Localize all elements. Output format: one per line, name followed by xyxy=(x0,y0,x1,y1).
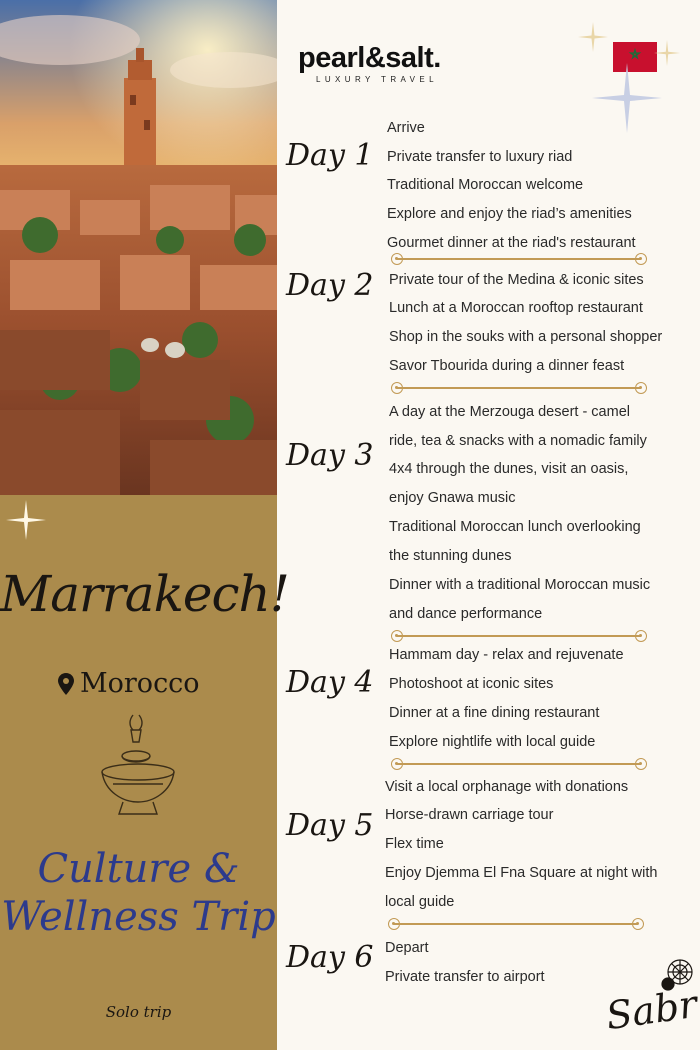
day-3-item: enjoy Gnawa music xyxy=(389,490,516,506)
day-1-item: Private transfer to luxury riad xyxy=(387,149,573,165)
day-2-item: Lunch at a Moroccan rooftop restaurant xyxy=(389,300,643,316)
day-4-item: Explore nightlife with local guide xyxy=(389,734,596,750)
scroll-divider-icon xyxy=(391,630,647,642)
day-4-item: Dinner at a fine dining restaurant xyxy=(389,705,600,721)
day-3-label: Day 3 xyxy=(286,438,374,473)
trip-title-line2: Wellness Trip xyxy=(1,894,276,940)
left-panel xyxy=(0,0,289,1050)
day-2-item: Savor Tbourida during a dinner feast xyxy=(389,358,625,374)
sparkle-star-icon xyxy=(578,22,608,52)
day-6-label: Day 6 xyxy=(286,940,374,975)
day-3-item: the stunning dunes xyxy=(389,548,512,564)
day-6-item: Depart xyxy=(385,940,429,956)
scroll-divider-icon xyxy=(391,253,647,265)
day-3-item: ride, tea & snacks with a nomadic family xyxy=(389,433,647,449)
marrakech-city-photo xyxy=(0,0,277,495)
day-5-item: Horse-drawn carriage tour xyxy=(385,807,554,823)
day-5-label: Day 5 xyxy=(286,808,374,843)
signature: Sabr xyxy=(603,981,700,1039)
brand-logo: pearl&salt. xyxy=(298,42,441,74)
mortar-pestle-icon xyxy=(93,710,183,820)
day-4-label: Day 4 xyxy=(286,665,374,700)
scroll-divider-icon xyxy=(391,382,647,394)
day-1-item: Arrive xyxy=(387,120,425,136)
day-2-item: Private tour of the Medina & iconic sites xyxy=(389,272,644,288)
day-3-item: 4x4 through the dunes, visit an oasis, xyxy=(389,461,629,477)
scroll-divider-icon xyxy=(391,758,647,770)
day-3-item: A day at the Merzouga desert - camel xyxy=(389,404,630,420)
destination-city: Marrakech! xyxy=(0,565,289,623)
day-3-item: and dance performance xyxy=(389,606,543,622)
day-1-label: Day 1 xyxy=(286,138,374,173)
sparkle-star-icon xyxy=(592,63,662,133)
destination-country xyxy=(58,668,200,699)
day-2-item: Shop in the souks with a personal shopper xyxy=(389,329,663,345)
brand-tagline: LUXURY TRAVEL xyxy=(316,75,438,84)
trip-title-line1: Culture & xyxy=(37,846,240,892)
scroll-divider-icon xyxy=(388,918,644,930)
day-2-label: Day 2 xyxy=(286,268,374,303)
day-1-item: Gourmet dinner at the riad's restaurant xyxy=(387,235,636,251)
day-6-item: Private transfer to airport xyxy=(385,969,545,985)
day-5-item: Enjoy Djemma El Fna Square at night with xyxy=(385,865,658,881)
day-3-item: Traditional Moroccan lunch overlooking xyxy=(389,519,641,535)
trip-title xyxy=(0,845,277,941)
day-3-item: Dinner with a traditional Moroccan music xyxy=(389,577,651,593)
trip-subtitle: Solo trip xyxy=(105,1003,172,1021)
day-5-item: Flex time xyxy=(385,836,444,852)
day-1-item: Traditional Moroccan welcome xyxy=(387,177,584,193)
sparkle-star-icon xyxy=(654,40,680,66)
day-4-item: Photoshoot at iconic sites xyxy=(389,676,554,692)
location-pin-icon xyxy=(58,673,74,695)
day-5-item: local guide xyxy=(385,894,455,910)
day-5-item: Visit a local orphanage with donations xyxy=(385,779,629,795)
day-1-item: Explore and enjoy the riad’s amenities xyxy=(387,206,632,222)
sparkle-star-icon xyxy=(6,500,46,540)
day-4-item: Hammam day - relax and rejuvenate xyxy=(389,647,624,663)
country-label: Morocco xyxy=(80,668,200,699)
